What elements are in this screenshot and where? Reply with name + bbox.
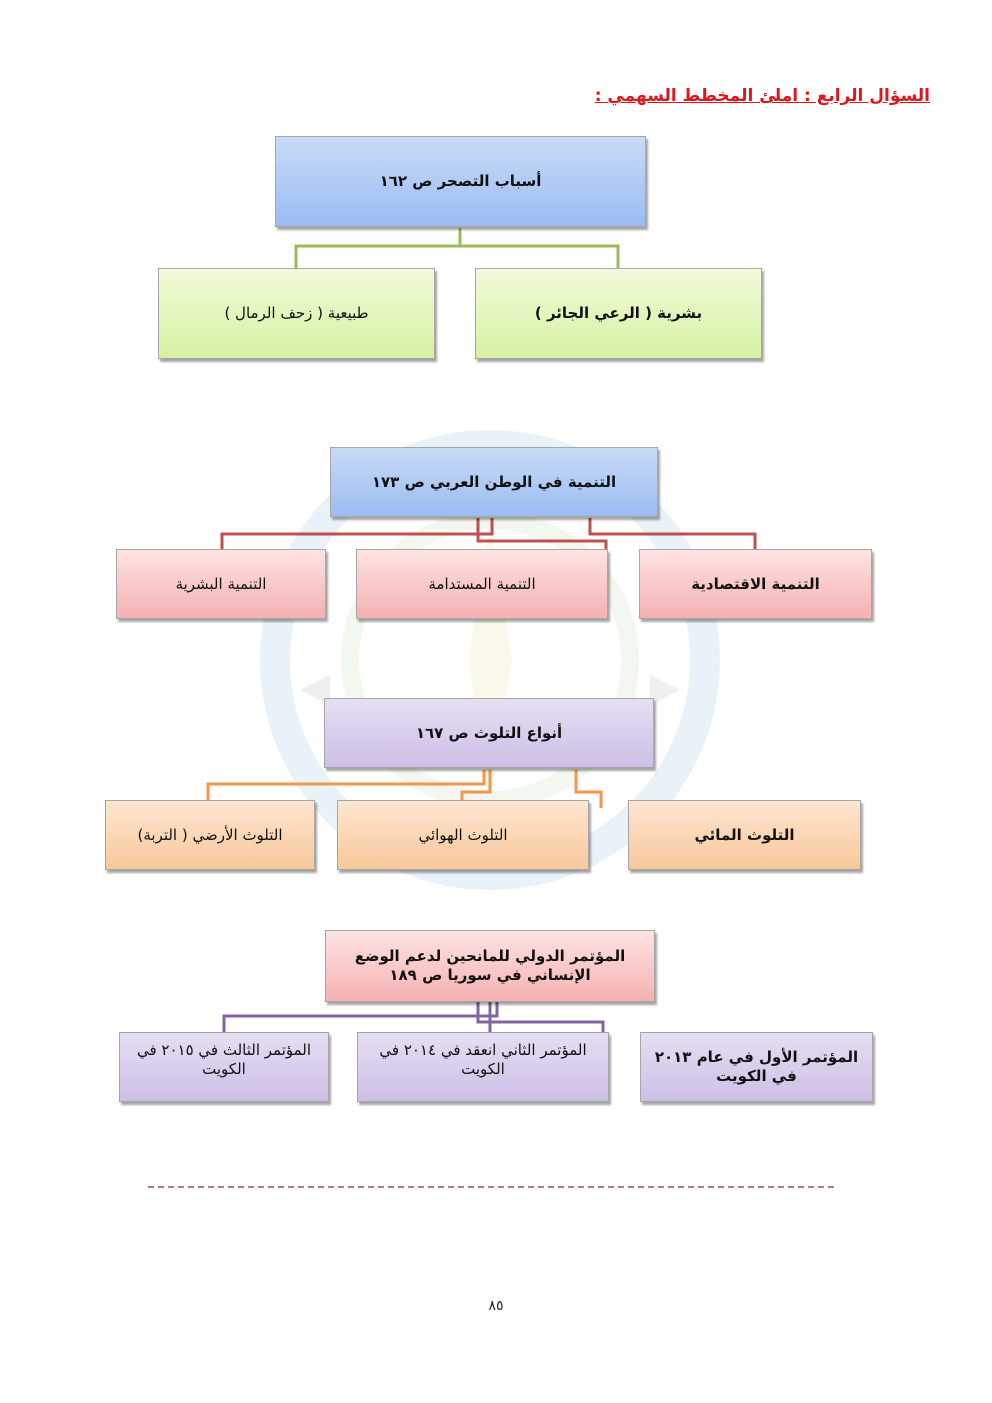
pollution-water-label: التلوث المائي xyxy=(694,825,795,844)
development-human-box xyxy=(116,549,326,619)
connector-conference-right xyxy=(224,1002,497,1032)
dashed-divider xyxy=(148,1186,834,1188)
pollution-air-box xyxy=(337,800,589,870)
pollution-soil-label: التلوث الأرضي ( التربة) xyxy=(137,825,283,844)
connector-desertification-left xyxy=(296,246,460,268)
conference-third-label: المؤتمر الثالث في ٢٠١٥ في الكويت xyxy=(136,1041,312,1078)
desertification-parent-box xyxy=(275,136,646,227)
pollution-water-box xyxy=(628,800,861,870)
conference-third-box xyxy=(119,1032,329,1102)
desertification-parent-label: أسباب التصحر ص ١٦٢ xyxy=(379,172,542,191)
page-number: ٨٥ xyxy=(488,1298,504,1314)
connector-development-right xyxy=(590,518,755,549)
connector-development-middle xyxy=(478,518,606,549)
conference-second-label: المؤتمر الثاني انعقد في ٢٠١٤ في الكويت xyxy=(379,1041,587,1078)
development-human-label: التنمية البشرية xyxy=(175,574,267,593)
pollution-air-label: التلوث الهوائي xyxy=(418,825,508,844)
connector-desertification-right xyxy=(460,228,618,268)
development-sustainable-box xyxy=(356,549,608,619)
conference-second-box xyxy=(357,1032,609,1102)
conference-first-label: المؤتمر الأول في عام ٢٠١٣ في الكويت xyxy=(654,1048,859,1085)
development-economic-box xyxy=(639,549,872,619)
pollution-soil-box xyxy=(105,800,315,870)
desertification-natural-box xyxy=(158,268,435,359)
pollution-parent-box xyxy=(324,698,654,768)
connector-pollution-left xyxy=(208,770,484,800)
connector-development-left xyxy=(222,518,492,549)
conference-first-box xyxy=(640,1032,873,1102)
development-economic-label: التنمية الاقتصادية xyxy=(691,574,820,593)
development-sustainable-label: التنمية المستدامة xyxy=(428,574,536,593)
desertification-human-label: بشرية ( الرعي الجائر ) xyxy=(534,304,703,323)
desertification-natural-label: طبيعية ( زحف الرمال ) xyxy=(224,304,369,323)
development-parent-box xyxy=(330,447,658,517)
desertification-human-box xyxy=(475,268,762,359)
conference-parent-label: المؤتمر الدولي للمانحين لدعم الوضع الإنساني في سوريا ص ١٨٩ xyxy=(354,947,626,984)
conference-parent-box xyxy=(325,930,655,1002)
development-parent-label: التنمية في الوطن العربي ص ١٧٣ xyxy=(371,472,617,491)
question-title: السؤال الرابع : املئ المخطط السهمي : xyxy=(594,86,930,106)
pollution-parent-label: أنواع التلوث ص ١٦٧ xyxy=(415,723,563,742)
